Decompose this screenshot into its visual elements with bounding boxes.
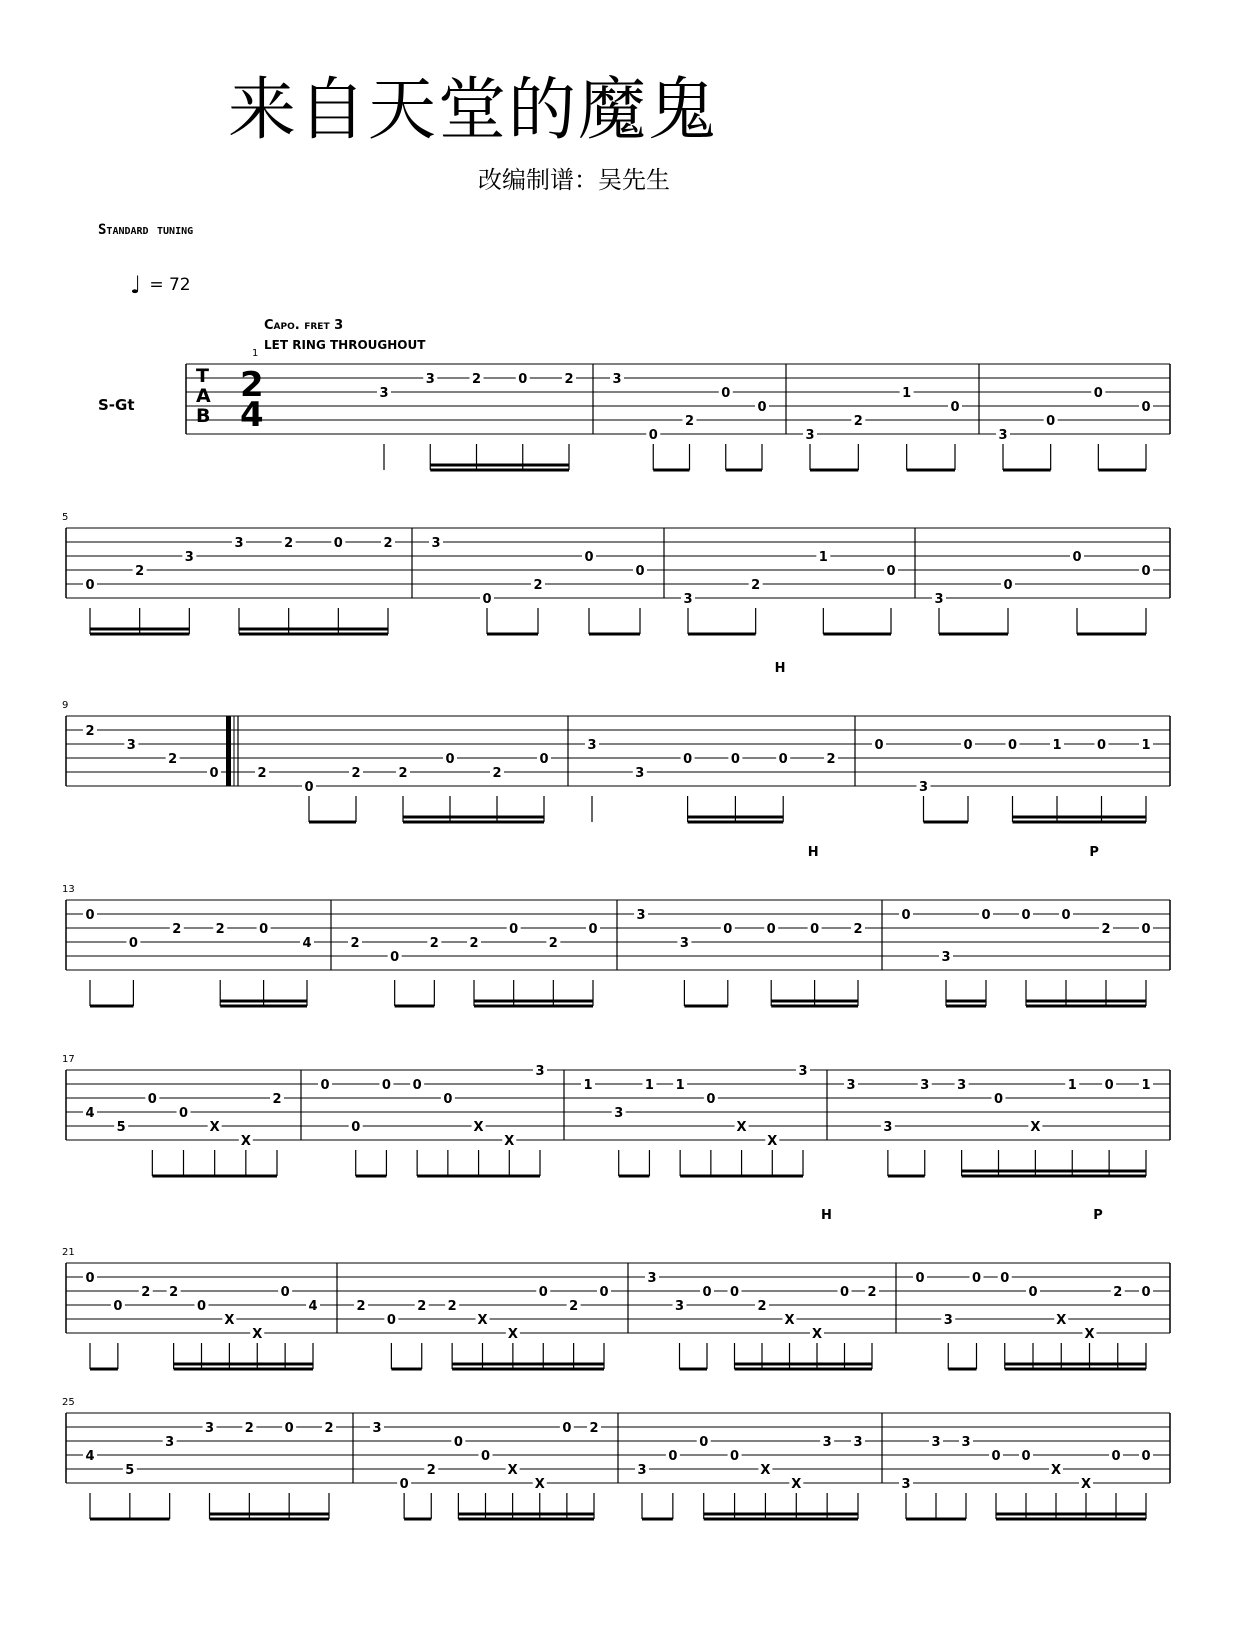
fret-number: X [507, 1327, 518, 1342]
fret-number: 2 [417, 1299, 427, 1314]
fret-number: 3 [184, 550, 194, 565]
fret-number: 0 [333, 536, 343, 551]
fret-number: 1 [818, 550, 828, 565]
fret-number: 0 [1061, 908, 1071, 923]
fret-number: 0 [351, 1120, 361, 1135]
fret-number: 0 [113, 1299, 123, 1314]
tempo-value: = 72 [149, 275, 191, 295]
tab-system [62, 845, 1170, 1006]
fret-number: 3 [637, 1463, 647, 1478]
fret-number: 2 [826, 752, 836, 767]
fret-number: 0 [874, 738, 884, 753]
capo-label: Capo. fret 3 [264, 318, 344, 333]
fret-number: 3 [647, 1271, 657, 1286]
fret-number: 1 [1141, 738, 1151, 753]
fret-number: 0 [915, 1271, 925, 1286]
fret-number: 2 [684, 414, 695, 429]
fret-number: 0 [320, 1078, 330, 1093]
tab-system [186, 348, 1170, 470]
fret-number: 0 [723, 922, 733, 937]
fret-number: 3 [234, 536, 244, 551]
fret-number: 1 [675, 1078, 685, 1093]
fret-number: 0 [1141, 564, 1151, 579]
fret-number: 0 [259, 922, 269, 937]
fret-number: 0 [539, 752, 549, 767]
measure-number: 21 [62, 1247, 75, 1258]
time-signature-top: 2 [240, 365, 264, 405]
fret-number: 2 [569, 1299, 579, 1314]
fret-number: 3 [943, 1313, 953, 1328]
fret-number: 0 [584, 550, 594, 565]
fret-number: 2 [324, 1421, 334, 1436]
fret-number: 0 [1028, 1285, 1038, 1300]
fret-number: 0 [1046, 414, 1056, 429]
fret-number: X [1050, 1463, 1062, 1478]
fret-number: 0 [209, 766, 219, 781]
fret-number: X [760, 1463, 771, 1478]
fret-number: X [507, 1463, 518, 1478]
fret-number: 3 [998, 428, 1008, 443]
fret-number: 3 [612, 372, 622, 387]
fret-number: 0 [1141, 1449, 1151, 1464]
page-title: 来自天堂的魔鬼 [228, 71, 719, 150]
fret-number: 3 [674, 1299, 685, 1314]
fret-number: 0 [412, 1078, 422, 1093]
fret-number: 3 [941, 950, 951, 965]
fret-number: 0 [730, 1449, 740, 1464]
fret-number: 0 [445, 752, 455, 767]
tab-clef-letter: A [196, 385, 211, 407]
fret-number: 4 [85, 1106, 95, 1121]
fret-number: 0 [178, 1106, 189, 1121]
fret-number: 2 [1113, 1285, 1123, 1300]
fret-number: 0 [1007, 738, 1018, 753]
instrument-label: S-Gt [98, 396, 135, 414]
fret-number: 2 [244, 1421, 254, 1436]
fret-number: 0 [991, 1449, 1001, 1464]
fret-number: 0 [839, 1285, 850, 1300]
fret-number: 1 [1141, 1078, 1151, 1093]
fret-number: 2 [757, 1299, 767, 1314]
fret-number: 0 [562, 1421, 572, 1436]
fret-number: 3 [636, 908, 646, 923]
fret-number: 3 [372, 1421, 382, 1436]
fret-number: 0 [196, 1299, 207, 1314]
fret-number: 0 [668, 1449, 678, 1464]
fret-number: 3 [957, 1078, 967, 1093]
fret-number: 2 [257, 766, 267, 781]
fret-number: 0 [1093, 386, 1103, 401]
fret-number: 2 [853, 922, 863, 937]
fret-number: 2 [548, 936, 558, 951]
fret-number: 0 [683, 752, 693, 767]
fret-number: 3 [920, 1078, 930, 1093]
fret-number: 0 [509, 922, 519, 937]
fret-number: 0 [399, 1477, 409, 1492]
arranger-credit: 改编制谱：吴先生 [478, 166, 670, 194]
fret-number: 0 [480, 1449, 491, 1464]
fret-number: 0 [702, 1285, 712, 1300]
tuning-label: Standard tuning [98, 222, 194, 238]
measure-number: 13 [62, 884, 75, 895]
fret-number: 2 [272, 1092, 282, 1107]
fret-number: 3 [679, 936, 689, 951]
fret-number: 0 [1021, 1449, 1031, 1464]
fret-number: 0 [453, 1435, 463, 1450]
fret-number: 0 [1021, 908, 1031, 923]
tab-system [62, 661, 1170, 822]
quarter-note-icon: ♩ [130, 271, 142, 299]
fret-number: 3 [805, 428, 815, 443]
fret-number: 0 [757, 400, 767, 415]
tab-system [62, 512, 1170, 634]
fret-number: 3 [431, 536, 441, 551]
fret-number: 0 [538, 1285, 548, 1300]
fret-number: 0 [1141, 400, 1151, 415]
fret-number: 1 [1067, 1078, 1077, 1093]
fret-number: 3 [846, 1078, 856, 1093]
fret-number: X [473, 1120, 484, 1135]
tab-system [62, 1054, 1170, 1176]
fret-number: 0 [482, 592, 492, 607]
fret-number: 0 [721, 386, 731, 401]
fret-number: 2 [169, 1285, 179, 1300]
fret-number: 0 [648, 428, 658, 443]
fret-number: 2 [853, 414, 863, 429]
fret-number: 0 [635, 564, 645, 579]
fret-number: X [791, 1477, 802, 1492]
fret-number: 0 [901, 908, 911, 923]
fret-number: X [767, 1134, 778, 1149]
fret-number: 0 [284, 1421, 294, 1436]
fret-number: 0 [1096, 738, 1107, 753]
fret-number: 3 [798, 1064, 808, 1079]
measure-number: 25 [62, 1397, 75, 1408]
fret-number: 3 [165, 1435, 175, 1450]
fret-number: 0 [518, 372, 528, 387]
fret-number: 0 [1111, 1449, 1121, 1464]
fret-number: 2 [172, 922, 182, 937]
fret-number: X [1056, 1313, 1067, 1328]
fret-number: 3 [961, 1435, 971, 1450]
fret-number: 2 [564, 372, 574, 387]
fret-number: 2 [1101, 922, 1111, 937]
fret-number: 3 [635, 766, 645, 781]
fret-number: 0 [280, 1285, 290, 1300]
fret-number: 3 [614, 1106, 624, 1121]
fret-number: 2 [469, 936, 479, 951]
fret-number: 0 [390, 950, 400, 965]
fret-number: 2 [867, 1285, 877, 1300]
fret-number: 0 [1104, 1078, 1114, 1093]
fret-number: 2 [471, 372, 482, 387]
tab-clef-letter: T [196, 365, 209, 387]
fret-number: 2 [533, 578, 543, 593]
fret-number: 2 [168, 752, 178, 767]
fret-number: X [477, 1313, 488, 1328]
technique-marker: H [774, 661, 786, 676]
fret-number: 5 [125, 1463, 135, 1478]
fret-number: 0 [85, 578, 95, 593]
fret-number: 0 [1003, 578, 1013, 593]
fret-number: X [224, 1313, 235, 1328]
fret-number: 2 [447, 1299, 457, 1314]
fret-number: 3 [683, 592, 693, 607]
fret-number: 2 [215, 922, 225, 937]
fret-number: 3 [901, 1477, 911, 1492]
fret-number: 0 [971, 1271, 982, 1286]
fret-number: X [209, 1120, 220, 1135]
fret-number: 3 [535, 1064, 545, 1079]
fret-number: 3 [822, 1435, 832, 1450]
fret-number: 1 [583, 1078, 593, 1093]
fret-number: X [240, 1134, 251, 1149]
fret-number: 2 [398, 766, 408, 781]
fret-number: 3 [425, 372, 435, 387]
fret-number: 2 [135, 564, 145, 579]
measure-number: 1 [252, 348, 259, 359]
fret-number: 1 [644, 1078, 654, 1093]
measure-number: 9 [62, 700, 69, 711]
fret-number: 2 [383, 536, 393, 551]
fret-number: 0 [147, 1092, 157, 1107]
fret-number: 0 [1072, 550, 1082, 565]
technique-marker: P [1093, 1208, 1103, 1223]
fret-number: 3 [853, 1435, 863, 1450]
fret-number: X [534, 1477, 545, 1492]
fret-number: 0 [381, 1078, 391, 1093]
fret-number: 0 [699, 1435, 709, 1450]
fret-number: 0 [443, 1092, 453, 1107]
fret-number: 2 [426, 1463, 436, 1478]
fret-number: X [252, 1327, 263, 1342]
technique-marker: H [820, 1208, 832, 1223]
fret-number: 0 [729, 1285, 740, 1300]
fret-number: X [1084, 1327, 1095, 1342]
let-ring-label: LET RING THROUGHOUT [264, 338, 426, 352]
fret-number: 2 [284, 536, 294, 551]
fret-number: 0 [1141, 922, 1151, 937]
fret-number: 0 [1141, 1285, 1151, 1300]
fret-number: 2 [492, 766, 502, 781]
fret-number: X [811, 1327, 823, 1342]
repeat-start-thick-bar [226, 716, 231, 786]
fret-number: 0 [730, 752, 740, 767]
fret-number: 4 [302, 936, 312, 951]
fret-number: 0 [599, 1285, 609, 1300]
fret-number: 0 [886, 564, 896, 579]
fret-number: 0 [128, 936, 138, 951]
fret-number: 2 [141, 1285, 151, 1300]
fret-number: 2 [85, 724, 95, 739]
fret-number: 0 [950, 400, 960, 415]
fret-number: 4 [85, 1449, 95, 1464]
fret-number: 4 [308, 1299, 318, 1314]
fret-number: 2 [350, 936, 360, 951]
fret-number: 3 [204, 1421, 215, 1436]
fret-number: 0 [85, 1271, 95, 1286]
fret-number: 0 [386, 1313, 396, 1328]
fret-number: 3 [587, 738, 597, 753]
fret-number: 2 [589, 1421, 599, 1436]
fret-number: 0 [766, 922, 776, 937]
fret-number: 0 [706, 1092, 716, 1107]
technique-marker: P [1089, 845, 1099, 860]
fret-number: 5 [116, 1120, 126, 1135]
fret-number: 3 [934, 592, 944, 607]
fret-number: 0 [1000, 1271, 1010, 1286]
fret-number: 3 [379, 386, 389, 401]
fret-number: X [1030, 1120, 1041, 1135]
fret-number: 0 [810, 922, 820, 937]
fret-number: 0 [778, 752, 788, 767]
fret-number: 3 [883, 1120, 893, 1135]
fret-number: X [784, 1313, 795, 1328]
fret-number: 2 [429, 936, 439, 951]
fret-number: 1 [1052, 738, 1062, 753]
fret-number: 3 [931, 1435, 941, 1450]
tab-clef-letter: B [196, 405, 211, 427]
time-signature-bottom: 4 [240, 395, 264, 435]
fret-number: 3 [126, 738, 136, 753]
fret-number: 3 [918, 780, 929, 795]
fret-number: 0 [981, 908, 991, 923]
measure-number: 17 [62, 1054, 75, 1065]
fret-number: 0 [304, 780, 314, 795]
fret-number: X [1080, 1477, 1092, 1492]
tab-system [62, 1397, 1170, 1519]
fret-number: 2 [751, 578, 761, 593]
fret-number: 0 [993, 1092, 1004, 1107]
fret-number: 0 [963, 738, 973, 753]
fret-number: 0 [85, 908, 95, 923]
measure-number: 5 [62, 512, 69, 523]
technique-marker: H [807, 845, 819, 860]
fret-number: 2 [356, 1299, 366, 1314]
fret-number: 0 [588, 922, 598, 937]
fret-number: 1 [902, 386, 912, 401]
fret-number: X [504, 1134, 515, 1149]
tab-system [62, 1208, 1170, 1369]
fret-number: 2 [351, 766, 361, 781]
fret-number: X [736, 1120, 747, 1135]
